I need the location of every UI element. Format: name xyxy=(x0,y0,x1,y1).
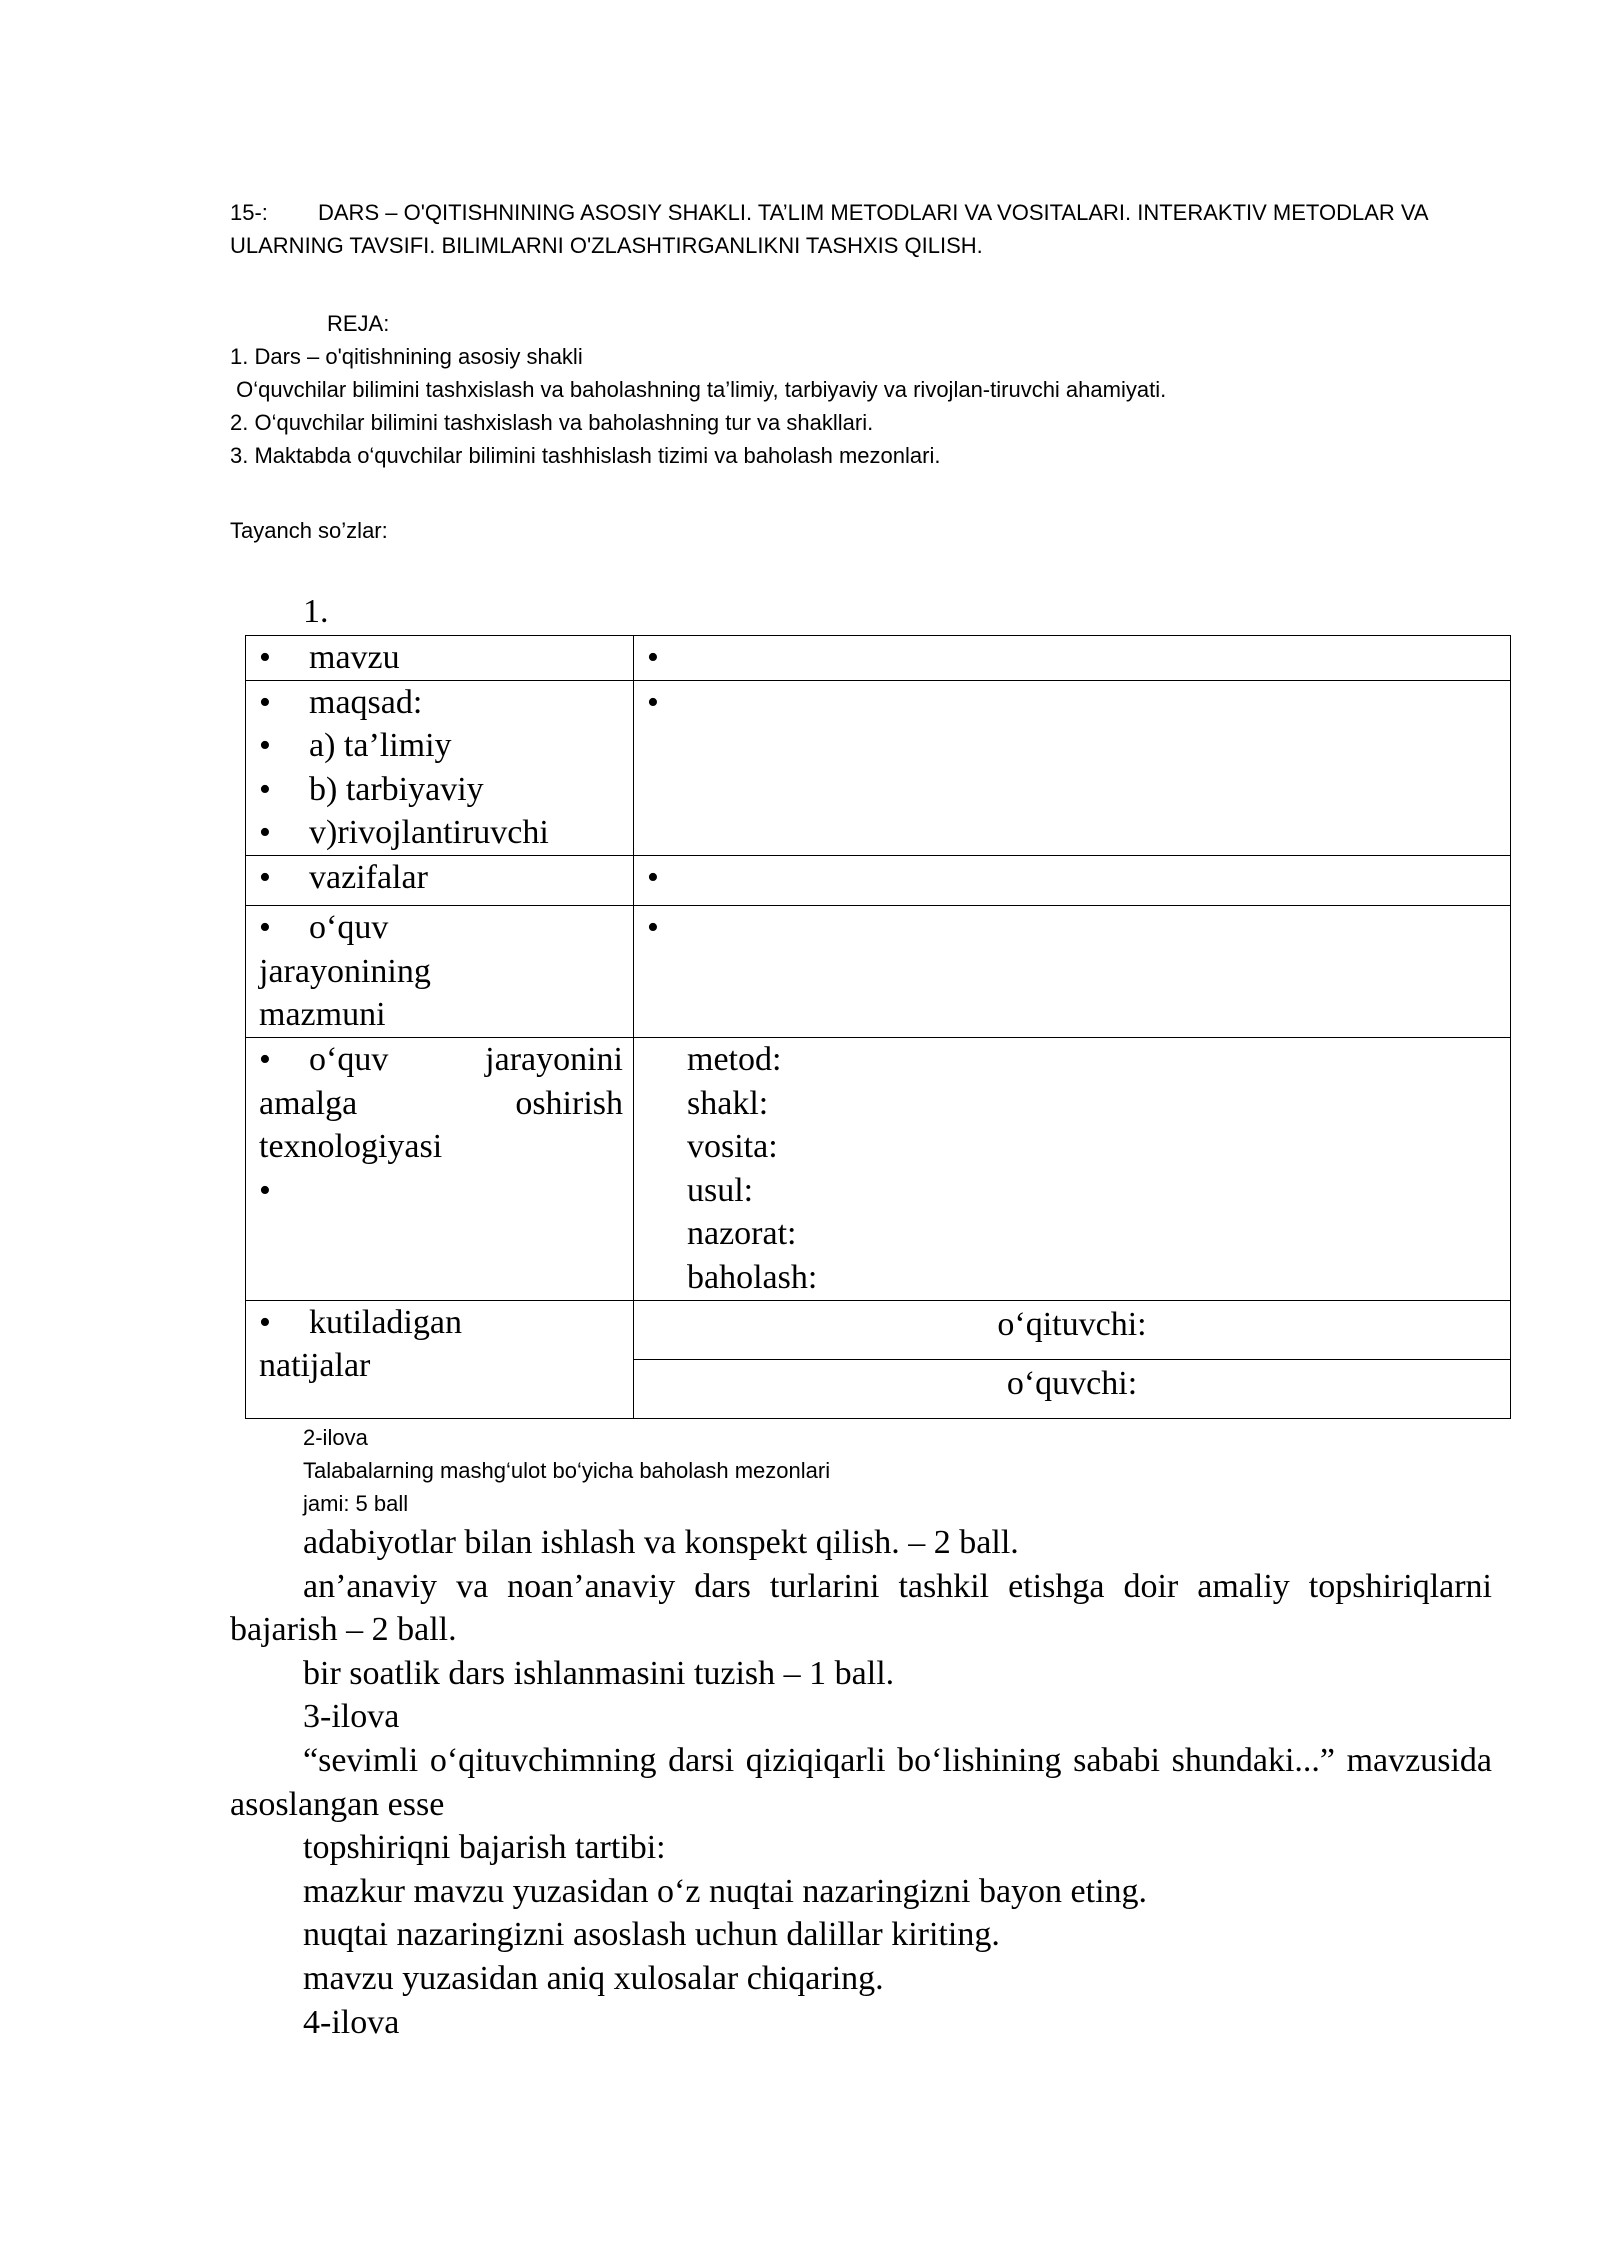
appendix-2-block xyxy=(303,1421,830,1520)
topic-number: 15-: xyxy=(230,200,268,225)
teacher-label: o‘qituvchi: xyxy=(997,1305,1147,1343)
body-text xyxy=(230,1521,1492,2044)
list-item: vosita: xyxy=(687,1128,778,1166)
content-label-line: mazmuni xyxy=(259,996,386,1034)
appendix-2-subtitle: Talabalarning mashg‘ulot bo‘yicha baholash mezonlari xyxy=(303,1458,831,1483)
technology-list xyxy=(647,1038,1510,1300)
table-cell xyxy=(634,1300,1511,1359)
heading-text-1: DARS – O'QITISHNINING ASOSIY SHAKLI. TA’LIM METODLARI VA VOSITALARI. INTERAKTIV METODLAR VA xyxy=(318,200,1429,225)
content-label-line: jarayonining xyxy=(259,952,431,990)
plan-title: REJA: xyxy=(327,311,390,336)
task-step: mazkur mavzu yuzasidan o‘z nuqtai nazaringizni bayon eting. xyxy=(303,1872,1148,1910)
table-cell xyxy=(246,1300,634,1418)
table-row xyxy=(246,1300,1511,1359)
bullet-icon xyxy=(259,1169,623,1213)
list-item: nazorat: xyxy=(687,1215,797,1253)
goal-item: • v)rivojlantiruvchi xyxy=(259,811,623,855)
plan-item: 2. O‘quvchilar bilimini tashxislash va baholashning tur va shakllari. xyxy=(230,410,874,435)
criterion-item: bir soatlik dars ishlanmasini tuzish – 1 ball. xyxy=(303,1654,895,1692)
appendix-2-total: jami: 5 ball xyxy=(303,1491,409,1516)
topic-label: • mavzu xyxy=(259,636,623,680)
table-cell xyxy=(246,680,634,855)
tasks-label: • vazifalar xyxy=(259,856,623,900)
bullet-icon xyxy=(647,681,1510,725)
heading-line-2: ULARNING TAVSIFI. BILIMLARNI O'ZLASHTIRGANLIKNI TASHXIS QILISH. xyxy=(230,233,983,258)
plan-list xyxy=(230,340,1492,472)
appendix-2-title: 2-ilova xyxy=(303,1425,368,1450)
list-item: baholash: xyxy=(687,1258,818,1296)
table-row xyxy=(246,1037,1511,1300)
criterion-item: adabiyotlar bilan ishlash va konspekt qilish. – 2 ball. xyxy=(303,1524,1019,1561)
plan-item: 3. Maktabda o‘quvchilar bilimini tashhislash tizimi va baholash mezonlari. xyxy=(230,443,941,468)
table-cell xyxy=(246,855,634,905)
table-cell xyxy=(246,636,634,681)
criterion-item: an’anaviy va noan’anaviy dars turlarini tashkil etishga doir amaliy topshiriqlarni bajarish – 2 ball. xyxy=(230,1567,1492,1649)
table-row xyxy=(246,636,1511,681)
table-cell xyxy=(246,905,634,1037)
table-row xyxy=(246,905,1511,1037)
task-order-title: topshiriqni bajarish tartibi: xyxy=(303,1829,666,1867)
content-label: • o‘quv xyxy=(259,906,623,950)
table-row xyxy=(246,855,1511,905)
plan-item: 1. Dars – o'qitishnining asosiy shakli xyxy=(230,344,583,369)
student-label: o‘quvchi: xyxy=(1006,1364,1138,1402)
task-step: nuqtai nazaringizni asoslash uchun dalillar kiriting. xyxy=(303,1916,1000,1954)
results-label-line: natijalar xyxy=(259,1347,371,1385)
table-cell xyxy=(634,855,1511,905)
table-cell xyxy=(634,1037,1511,1300)
essay-topic: “sevimli o‘qituvchimning darsi qiziqiqarli bo‘lishining sababi shundaki...” mavzusida asoslangan esse xyxy=(230,1741,1492,1823)
technology-label-line: amalga oshirish xyxy=(259,1084,623,1122)
goal-item: • b) tarbiyaviy xyxy=(259,768,623,812)
goal-item: • a) ta’limiy xyxy=(259,724,623,768)
list-item: shakl: xyxy=(687,1084,769,1122)
table-cell xyxy=(634,1359,1511,1418)
list-item: usul: xyxy=(687,1171,754,1209)
task-step: mavzu yuzasidan aniq xulosalar chiqaring. xyxy=(303,1959,884,1997)
bullet-icon xyxy=(647,636,1510,680)
goal-label: • maqsad: xyxy=(259,681,623,725)
bullet-icon xyxy=(647,906,1510,950)
plan-item: O‘quvchilar bilimini tashxislash va baholashning ta’limiy, tarbiyaviy va rivojlan-tiruvchi ahamiyati. xyxy=(230,377,1167,402)
lesson-plan-table xyxy=(245,635,1511,1419)
table-cell xyxy=(634,680,1511,855)
table-cell xyxy=(634,905,1511,1037)
technology-label: • o‘quv jarayonini xyxy=(259,1038,623,1082)
appendix-4-title: 4-ilova xyxy=(303,2003,400,2041)
key-words-label: Tayanch so’zlar: xyxy=(230,518,388,543)
technology-label-line: texnologiyasi xyxy=(259,1128,443,1166)
table-cell xyxy=(634,636,1511,681)
appendix-3-title: 3-ilova xyxy=(303,1698,400,1736)
table-cell xyxy=(246,1037,634,1300)
heading-line-1 xyxy=(230,196,1492,229)
results-label: • kutiladigan xyxy=(259,1301,623,1345)
table-number: 1. xyxy=(303,593,329,630)
bullet-icon xyxy=(647,856,1510,900)
topic-heading xyxy=(230,196,1492,262)
table-row xyxy=(246,680,1511,855)
list-item: metod: xyxy=(687,1040,782,1078)
